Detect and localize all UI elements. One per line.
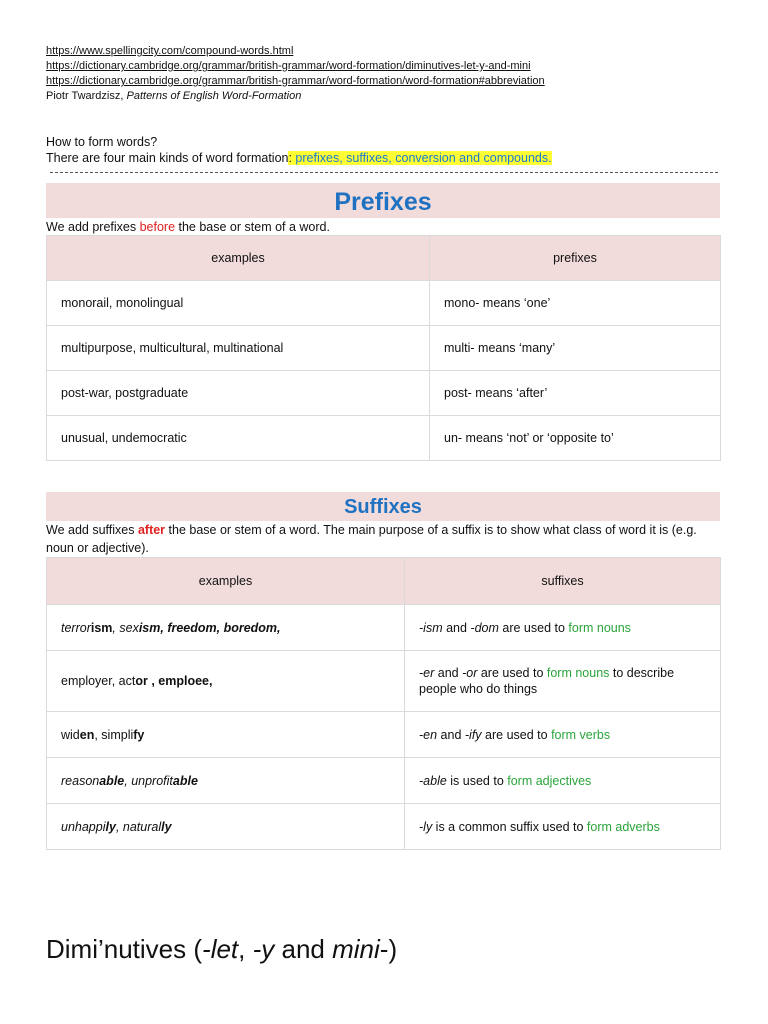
- meaning-cell: post- means ‘after’: [430, 371, 721, 416]
- ex-suffix: ly: [105, 819, 116, 834]
- dim-prefix: mini: [332, 934, 380, 964]
- examples-cell: [47, 712, 405, 758]
- source-link-spellingcity[interactable]: https://www.spellingcity.com/compound-words.html: [46, 45, 294, 57]
- suffix-name: -dom: [470, 620, 499, 635]
- meaning-cell: [405, 712, 721, 758]
- dim-part: Dimi’nutives (: [46, 934, 203, 964]
- meaning-text: are used to: [481, 727, 552, 742]
- suffixes-heading: Suffixes: [46, 492, 720, 521]
- table-row: [47, 371, 721, 416]
- word-class-label: form verbs: [551, 727, 611, 742]
- meaning-text: is used to: [446, 773, 508, 788]
- meaning-text: and: [434, 666, 463, 680]
- ex-suffix: ly: [161, 819, 172, 834]
- suffix-name: -en: [419, 727, 438, 742]
- intro-question: How to form words?: [46, 135, 158, 149]
- suffixes-desc-a: We add suffixes: [46, 523, 138, 537]
- book-title: Patterns of English Word-Formation: [126, 90, 302, 102]
- ex-suffix: ism, freedom, boredom,: [138, 620, 281, 635]
- source-link-cambridge-abbreviation[interactable]: https://dictionary.cambridge.org/grammar/british-grammar/word-formation/word-formation#abbreviation: [46, 75, 545, 87]
- intro-lead: [46, 150, 552, 166]
- ex-suffix: able: [172, 773, 198, 788]
- ex-suffix: ee,: [195, 674, 213, 688]
- intro-lead-text: There are four main kinds of word formation: [46, 151, 289, 165]
- ex-part: , unprofit: [124, 773, 173, 788]
- examples-cell: multipurpose, multicultural, multinational: [47, 326, 430, 371]
- prefixes-table: [46, 235, 721, 461]
- ex-part: sex: [119, 620, 139, 635]
- ex-part: ,: [112, 620, 120, 635]
- meaning-text: are used to: [477, 666, 547, 680]
- word-class-label: form nouns: [568, 620, 631, 635]
- prefixes-desc-key: before: [139, 220, 176, 234]
- sources-block: [46, 44, 545, 104]
- word-class-label: form adverbs: [586, 819, 660, 834]
- meaning-cell: multi- means ‘many’: [430, 326, 721, 371]
- ex-suffix: or: [135, 674, 148, 688]
- source-link-cambridge-diminutives[interactable]: https://dictionary.cambridge.org/grammar/british-grammar/word-formation/diminutives-let-y-and-mini: [46, 60, 531, 72]
- meaning-text: to describe people who do things: [419, 666, 675, 696]
- examples-cell: [47, 804, 405, 850]
- word-class-label: form nouns: [546, 666, 610, 680]
- examples-cell: [47, 758, 405, 804]
- ex-suffix: ism: [90, 620, 113, 635]
- meaning-text: and: [442, 620, 471, 635]
- dashed-divider: [50, 172, 718, 173]
- intro-text: [46, 134, 552, 166]
- col-header-suffixes: suffixes: [405, 558, 721, 605]
- table-row: [47, 712, 721, 758]
- word-class-label: form adjectives: [507, 773, 592, 788]
- examples-cell: post-war, postgraduate: [47, 371, 430, 416]
- table-row: [47, 281, 721, 326]
- dim-part: and: [274, 934, 333, 964]
- table-header-row: [47, 558, 721, 605]
- table-row: [47, 651, 721, 712]
- ex-part: , simpli: [94, 727, 134, 742]
- dim-suffix: -y: [252, 934, 275, 964]
- suffixes-description: [46, 521, 720, 557]
- book-author: Piotr Twardzisz,: [46, 90, 127, 102]
- suffix-name: -ly: [419, 819, 433, 834]
- ex-part: reason: [61, 773, 100, 788]
- suffix-name: -ify: [464, 727, 482, 742]
- meaning-cell: mono- means ‘one’: [430, 281, 721, 326]
- table-row: [47, 804, 721, 850]
- ex-suffix: able: [99, 773, 125, 788]
- dim-suffix: -let: [202, 934, 239, 964]
- examples-cell: [47, 651, 405, 712]
- ex-part: wid: [61, 727, 80, 742]
- suffix-name: -er: [419, 666, 435, 680]
- col-header-examples: examples: [47, 558, 405, 605]
- prefixes-desc-b: the base or stem of a word.: [175, 220, 330, 234]
- suffixes-desc-b: the base or stem of a word. The main purpose of a suffix is to show what class of word it is (e.g. noun or adjective).: [46, 523, 697, 555]
- meaning-text: and: [437, 727, 465, 742]
- ex-suffix: en: [79, 727, 95, 742]
- col-header-prefixes: prefixes: [430, 236, 721, 281]
- examples-cell: unusual, undemocratic: [47, 416, 430, 461]
- table-header-row: [47, 236, 721, 281]
- suffixes-table: [46, 557, 721, 850]
- col-header-examples: examples: [47, 236, 430, 281]
- intro-kinds-highlight: prefixes, suffixes, conversion and compounds.: [291, 151, 552, 165]
- ex-part: unhappi: [61, 819, 106, 834]
- prefixes-description: [46, 218, 720, 236]
- table-row: [47, 326, 721, 371]
- ex-part: , natural: [115, 819, 162, 834]
- suffix-name: -ism: [419, 620, 443, 635]
- dim-part: -): [379, 934, 398, 964]
- ex-suffix: er: [101, 674, 112, 688]
- meaning-cell: [405, 804, 721, 850]
- ex-part: , emplo: [147, 674, 196, 688]
- examples-cell: monorail, monolingual: [47, 281, 430, 326]
- meaning-text: are used to: [498, 620, 569, 635]
- meaning-cell: [405, 605, 721, 651]
- ex-part: employ: [61, 674, 102, 688]
- diminutives-heading: [46, 934, 397, 965]
- suffix-name: -able: [419, 773, 447, 788]
- meaning-cell: [405, 758, 721, 804]
- examples-cell: [47, 605, 405, 651]
- ex-suffix: fy: [133, 727, 145, 742]
- intro-colon: :: [288, 151, 292, 165]
- prefixes-heading: Prefixes: [46, 183, 720, 218]
- ex-part: , act: [111, 674, 136, 688]
- ex-part: terror: [61, 620, 91, 635]
- meaning-text: is a common suffix used to: [432, 819, 587, 834]
- meaning-cell: un- means ‘not’ or ‘opposite to’: [430, 416, 721, 461]
- meaning-cell: [405, 651, 721, 712]
- suffix-name: -or: [462, 666, 478, 680]
- prefixes-desc-a: We add prefixes: [46, 220, 140, 234]
- table-row: [47, 605, 721, 651]
- source-book: [46, 89, 545, 104]
- suffixes-desc-key: after: [137, 523, 166, 537]
- dim-part: ,: [238, 934, 253, 964]
- table-row: [47, 416, 721, 461]
- table-row: [47, 758, 721, 804]
